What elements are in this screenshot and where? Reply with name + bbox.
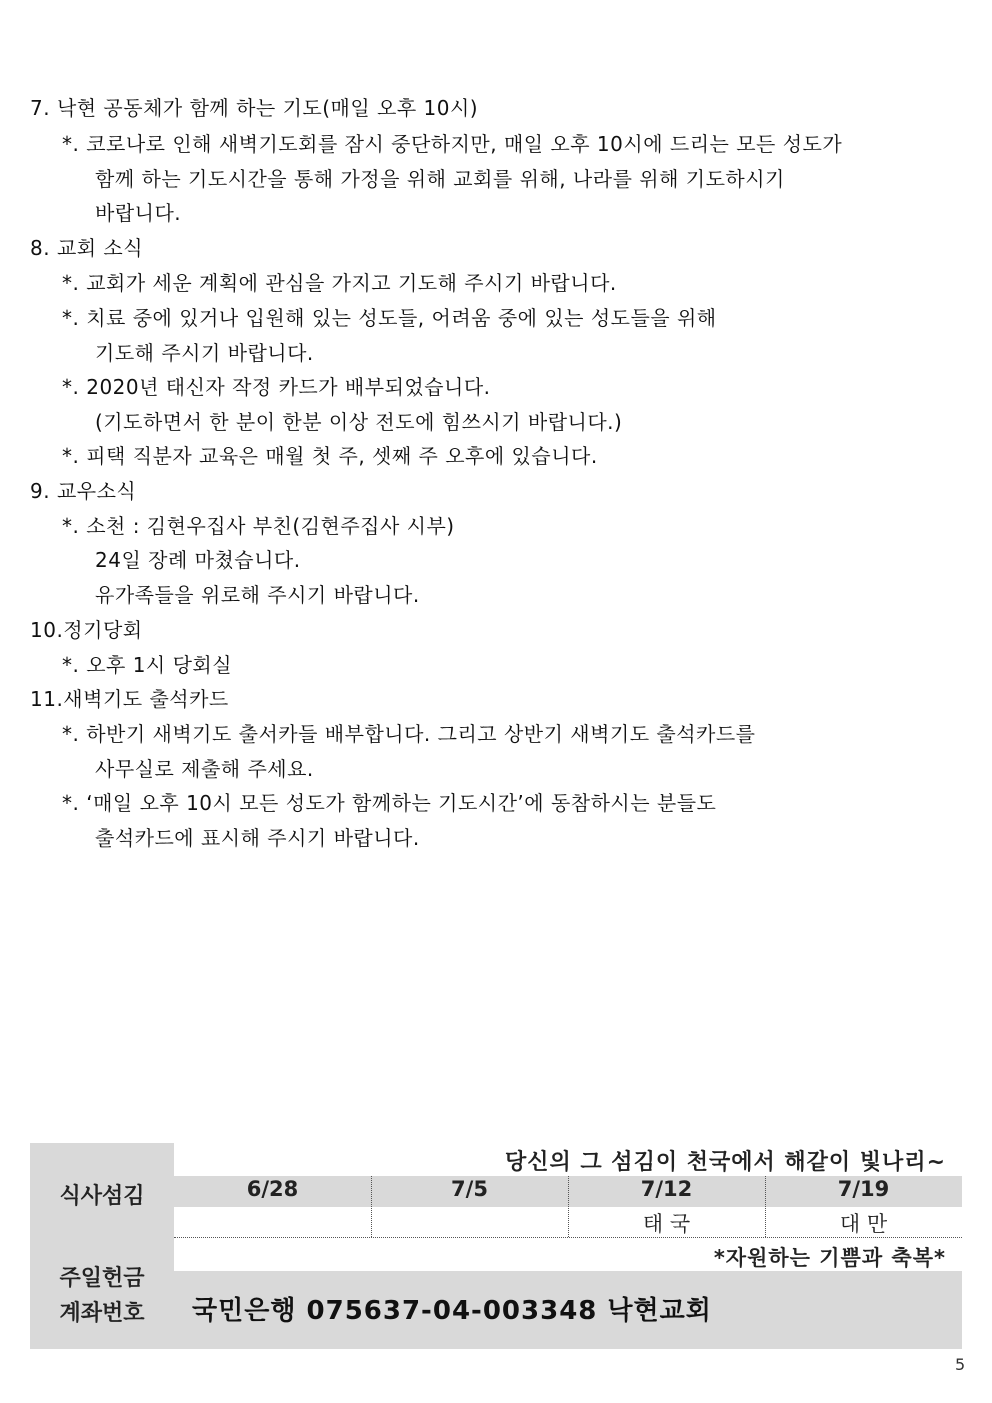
offering-note: *자원하는 기쁨과 축복* xyxy=(713,1246,946,1270)
row-divider xyxy=(174,1237,962,1238)
bullet-line: *. ‘매일 오후 10시 모든 성도가 함께하는 기도시간’에 동참하시는 분들도 xyxy=(62,791,717,815)
date-cell: 6/28 xyxy=(246,1177,299,1201)
continuation-line: (기도하면서 한 분이 한분 이상 전도에 힘쓰시기 바랍니다.) xyxy=(95,410,623,434)
continuation-line: 기도해 주시기 바랍니다. xyxy=(95,341,314,365)
bank-account: 국민은행 075637-04-003348 낙현교회 xyxy=(192,1296,712,1326)
section-heading-7: 7. 낙현 공동체가 함께 하는 기도(매일 오후 10시) xyxy=(30,96,479,120)
date-cell: 7/5 xyxy=(451,1177,488,1201)
section-heading-10: 10.정기당회 xyxy=(30,618,143,642)
meal-service-label: 식사섬김 xyxy=(59,1184,145,1209)
section-heading-11: 11.새벽기도 출석카드 xyxy=(30,687,229,711)
bullet-line: *. 교회가 세운 계획에 관심을 가지고 기도해 주시기 바랍니다. xyxy=(62,271,617,295)
date-cell: 7/19 xyxy=(837,1177,890,1201)
page-number: 5 xyxy=(955,1355,966,1374)
bullet-line: *. 피택 직분자 교육은 매월 첫 주, 셋째 주 오후에 있습니다. xyxy=(62,444,598,468)
continuation-line: 바랍니다. xyxy=(95,201,182,225)
bullet-line: *. 하반기 새벽기도 출서카들 배부합니다. 그리고 상반기 새벽기도 출석카드를 xyxy=(62,722,756,746)
bullet-line: *. 소천 : 김현우집사 부친(김현주집사 시부) xyxy=(62,514,455,538)
continuation-line: 함께 하는 기도시간을 통해 가정을 위해 교회를 위해, 나라를 위해 기도하시기 xyxy=(95,167,785,191)
cell-divider xyxy=(568,1176,569,1237)
date-cell: 7/12 xyxy=(640,1177,693,1201)
bullet-line: *. 2020년 태신자 작정 카드가 배부되었습니다. xyxy=(62,375,491,399)
account-label: 계좌번호 xyxy=(59,1301,145,1326)
bullet-line: *. 코로나로 인해 새벽기도회를 잠시 중단하지만, 매일 오후 10시에 드리는 모든 성도가 xyxy=(62,132,843,156)
server-cell: 대 만 xyxy=(839,1212,888,1236)
slogan-text: 당신의 그 섬김이 천국에서 해같이 빛나리~ xyxy=(504,1150,946,1175)
bullet-line: *. 오후 1시 당회실 xyxy=(62,653,233,677)
section-heading-9: 9. 교우소식 xyxy=(30,479,137,503)
continuation-line: 유가족들을 위로해 주시기 바랍니다. xyxy=(95,583,420,607)
cell-divider xyxy=(371,1176,372,1237)
section-heading-8: 8. 교회 소식 xyxy=(30,236,144,260)
server-cell: 태 국 xyxy=(642,1212,691,1236)
continuation-line: 출석카드에 표시해 주시기 바랍니다. xyxy=(95,826,420,850)
cell-divider xyxy=(765,1176,766,1237)
continuation-line: 사무실로 제출해 주세요. xyxy=(95,757,314,781)
bullet-line: *. 치료 중에 있거나 입원해 있는 성도들, 어려움 중에 있는 성도들을 위해 xyxy=(62,306,717,330)
continuation-line: 24일 장례 마쳤습니다. xyxy=(95,548,301,572)
offering-label: 주일헌금 xyxy=(59,1266,145,1291)
